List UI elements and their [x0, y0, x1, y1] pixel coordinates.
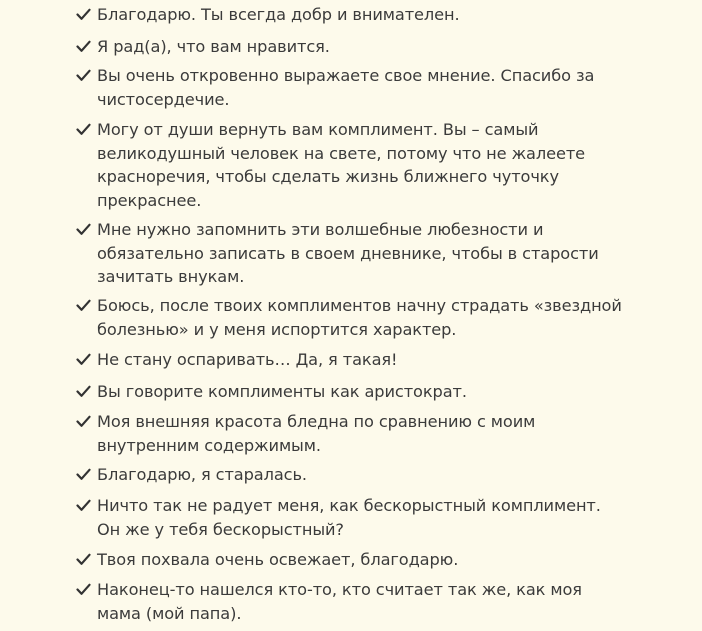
checkmark-icon	[76, 385, 91, 398]
list-item-text: Ничто так не радует меня, как бескорыстный комплимент. Он же у тебя бескорыстный?	[97, 496, 601, 539]
checkmark-icon	[76, 583, 91, 596]
list-item-text: Вы очень откровенно выражаете свое мнение. Спасибо за чистосердечие.	[97, 66, 595, 109]
checkmark-icon	[76, 499, 91, 512]
list-item-text: Моя внешняя красота бледна по сравнению с моим внутренним содержимым.	[97, 412, 536, 455]
list-item-text: Вы говорите комплименты как аристократ.	[97, 382, 467, 401]
list-item-text: Могу от души вернуть вам комплимент. Вы – самый великодушный человек на свете, потому что не жалеете красноречия, чтобы сделать жизнь ближнего чуточку прекраснее.	[97, 120, 586, 210]
list-item-text: Боюсь, после твоих комплиментов начну страдать «звездной болезнью» и у меня испортится характер.	[97, 296, 622, 339]
checkmark-icon	[76, 415, 91, 428]
list-item	[0, 218, 702, 289]
list-item	[0, 494, 702, 541]
list-item	[0, 294, 702, 341]
list-item	[0, 463, 702, 487]
list-item	[0, 380, 702, 404]
list-item	[0, 35, 702, 59]
list-item	[0, 410, 702, 457]
checkmark-icon	[76, 553, 91, 566]
list-item	[0, 118, 702, 212]
list-item	[0, 348, 702, 372]
list-item	[0, 64, 702, 111]
checkmark-icon	[76, 353, 91, 366]
list-item-text: Не стану оспаривать… Да, я такая!	[97, 350, 398, 369]
list-item	[0, 548, 702, 572]
list-item-text: Благодарю, я старалась.	[97, 465, 307, 484]
list-item	[0, 578, 702, 625]
list-item-text: Мне нужно запомнить эти волшебные любезности и обязательно записать в своем дневнике, чтобы в старости зачитать внукам.	[97, 220, 599, 287]
checkmark-icon	[76, 123, 91, 136]
list-item-text: Наконец-то нашелся кто-то, кто считает так же, как моя мама (мой папа).	[97, 580, 582, 623]
checkmark-icon	[76, 69, 91, 82]
list-item-text: Я рад(а), что вам нравится.	[97, 37, 330, 56]
checkmark-icon	[76, 468, 91, 481]
list-item-text: Твоя похвала очень освежает, благодарю.	[97, 550, 459, 569]
list-item-text: Благодарю. Ты всегда добр и внимателен.	[97, 5, 460, 24]
checkmark-icon	[76, 40, 91, 53]
list-item	[0, 3, 702, 27]
checkmark-icon	[76, 223, 91, 236]
checkmark-icon	[76, 299, 91, 312]
checkmark-icon	[76, 8, 91, 21]
